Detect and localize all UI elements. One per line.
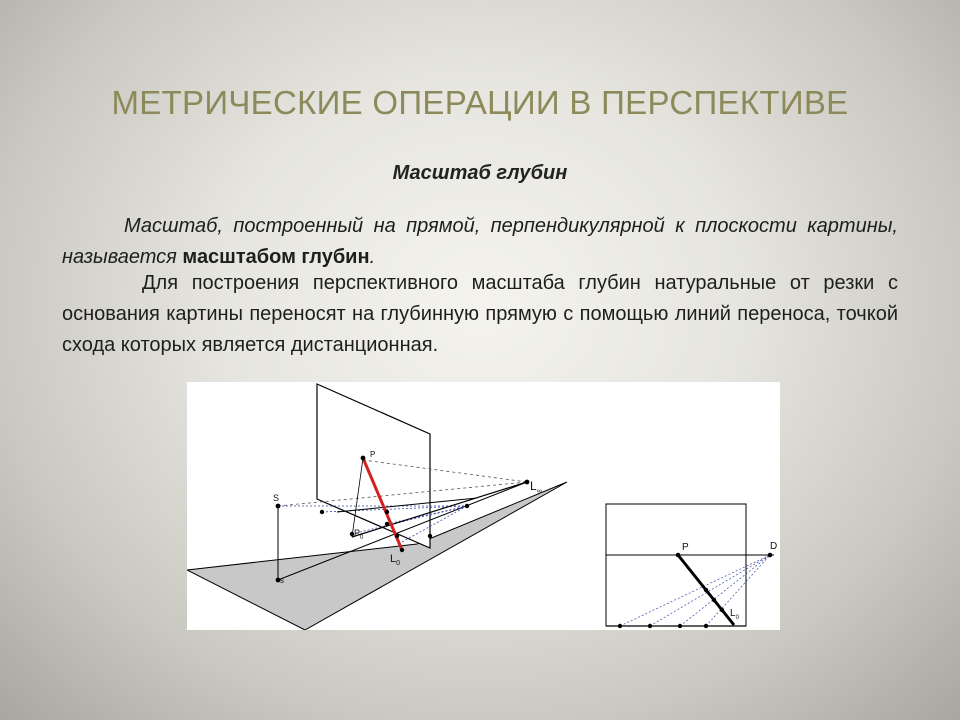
point-P: [676, 553, 681, 558]
label-P: P: [682, 542, 689, 553]
depth-point: [720, 608, 724, 612]
paragraph-definition: [62, 211, 898, 273]
base-point: [704, 624, 708, 628]
slide-title: МЕТРИЧЕСКИЕ ОПЕРАЦИИ В ПЕРСПЕКТИВЕ: [111, 84, 849, 121]
label-S: S: [273, 493, 280, 503]
point-D: [768, 553, 773, 558]
distance-point: [465, 504, 469, 508]
base-point: [618, 624, 622, 628]
label-P0: $P_0$: [354, 528, 364, 541]
label-s: s: [280, 576, 284, 585]
scale-point: [385, 510, 389, 514]
point-S: [276, 504, 281, 509]
slide-subtitle: Масштаб глубин: [392, 162, 568, 184]
depth-point: [712, 598, 716, 602]
scheme-figure: [598, 498, 780, 630]
picture-frame: [606, 504, 746, 626]
label-L0: $L_0$: [730, 608, 739, 621]
label-L0: $L_0$: [390, 553, 401, 567]
picture-plane: [317, 384, 430, 548]
depth-point: [704, 588, 708, 592]
scale-point: [320, 510, 324, 514]
definition-text: Масштаб, построенный на прямой, перпендикулярной к плоскости картины, называется: [62, 215, 898, 268]
label-Linf: $L_\infty$: [530, 479, 542, 495]
scheme-drawing: [598, 498, 780, 630]
scale-point: [395, 534, 399, 538]
point-Linf: [525, 480, 530, 485]
definition-emphasis: масштабом глубин: [182, 246, 370, 268]
point-P: [361, 456, 366, 461]
label-P: P: [370, 450, 376, 459]
base-point: [678, 624, 682, 628]
base-point: [648, 624, 652, 628]
scale-point: [385, 522, 389, 526]
label-D: D: [770, 541, 778, 552]
definition-period: .: [369, 246, 376, 268]
paragraph-construction: Для построения перспективного масштаба глубин натуральные от резки с основания картины переносят на глубинную прямую с помощью линий переноса, точкой схода которых является дистанционная.: [62, 272, 898, 356]
point-L0: [400, 548, 404, 552]
scale-point: [428, 534, 432, 538]
